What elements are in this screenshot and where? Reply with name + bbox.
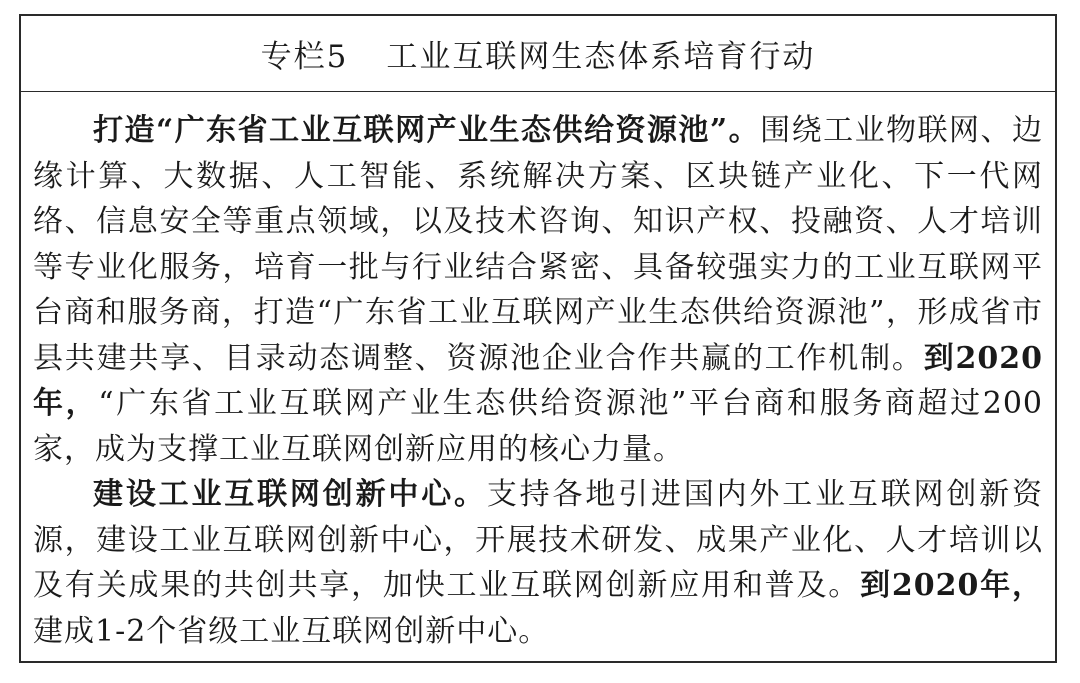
column-header xyxy=(21,16,1055,92)
paragraph-lead-heading: 打造“广东省工业互联网产业生态供给资源池”。 xyxy=(93,113,761,148)
paragraph-target-year: 到2020年， xyxy=(860,568,1044,603)
paragraph-text: 围绕工业物联网、边缘计算、大数据、人工智能、系统解决方案、区块链产业化、下一代网络、信息安全等重点领域，以及技术咨询、知识产权、投融资、人才培训等专业化服务，培育一批与行业结合紧密、具备较强实力的工业互联网平台商和服务商，打造“广东省工业互联网产业生态供给资源池”，形成省市县共建共享、目录动态调整、资源池企业合作共赢的工作机制。 xyxy=(33,113,1044,376)
column-title: 工业互联网生态体系培育行动 xyxy=(386,39,816,75)
column-body xyxy=(33,108,1043,654)
paragraph-innovation-center xyxy=(33,472,1043,654)
paragraph-text: “广东省工业互联网产业生态供给资源池”平台商和服务商超过200家，成为支撑工业互联网创新应用的核心力量。 xyxy=(33,386,1044,467)
paragraph-lead-heading: 建设工业互联网创新中心。 xyxy=(93,477,487,512)
column-label: 专栏5 xyxy=(260,39,349,75)
paragraph-target-year: 到2020年， xyxy=(33,340,1044,421)
paragraph-text: 建成1-2个省级工业互联网创新中心。 xyxy=(33,613,550,649)
paragraph-resource-pool xyxy=(33,108,1043,472)
paragraph-text: 支持各地引进国内外工业互联网创新资源，建设工业互联网创新中心，开展技术研发、成果产业化、人才培训以及有关成果的共创共享，加快工业互联网创新应用和普及。 xyxy=(33,477,1044,603)
column-box xyxy=(19,14,1057,663)
